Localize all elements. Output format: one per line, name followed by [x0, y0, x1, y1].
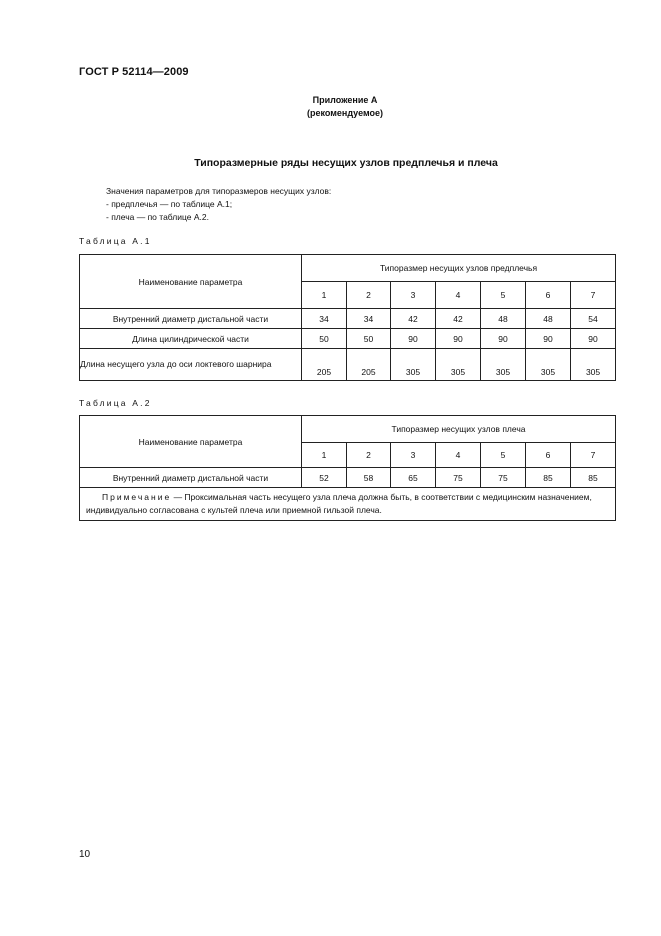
table-cell: 75 [481, 468, 526, 488]
table-cell: 48 [526, 309, 571, 329]
table-cell: 305 [571, 349, 616, 381]
table-note-row [80, 488, 616, 521]
table-cell: 52 [302, 468, 347, 488]
row-label: Длина несущего узла до оси локтевого шарнира [80, 349, 302, 381]
table-cell: 65 [391, 468, 436, 488]
param-header: Наименование параметра [80, 255, 302, 309]
table-cell: 75 [436, 468, 481, 488]
table-cell: 50 [302, 329, 347, 349]
table-forearm-sizes [79, 254, 616, 381]
table-cell: 90 [436, 329, 481, 349]
section-title: Типоразмерные ряды несущих узлов предплечья и плеча [194, 157, 498, 169]
size-header: 3 [391, 282, 436, 309]
table-cell: 48 [481, 309, 526, 329]
table-row [80, 309, 616, 329]
table-cell: 205 [302, 349, 347, 381]
table-row [80, 329, 616, 349]
table-cell: 42 [436, 309, 481, 329]
appendix-subtitle: (рекомендуемое) [307, 108, 383, 118]
table-cell: 305 [481, 349, 526, 381]
table-cell: 90 [526, 329, 571, 349]
size-group-header: Типоразмер несущих узлов предплечья [302, 255, 616, 282]
table-cell: 205 [347, 349, 391, 381]
table-note [80, 488, 616, 521]
table-cell: 305 [391, 349, 436, 381]
intro-item-shoulder: - плеча — по таблице А.2. [106, 212, 209, 222]
table1-caption: Таблица А.1 [79, 236, 152, 246]
table-cell: 90 [391, 329, 436, 349]
appendix-title: Приложение А [312, 95, 378, 105]
size-header: 4 [436, 282, 481, 309]
row-label: Длина цилиндрической части [80, 329, 302, 349]
size-header: 6 [526, 282, 571, 309]
table-cell: 90 [571, 329, 616, 349]
table-cell: 305 [526, 349, 571, 381]
size-header: 6 [526, 443, 571, 468]
table-cell: 85 [571, 468, 616, 488]
size-header: 5 [481, 282, 526, 309]
intro-text: Значения параметров для типоразмеров несущих узлов: [106, 186, 332, 196]
document-code: ГОСТ Р 52114—2009 [79, 66, 189, 78]
size-header: 3 [391, 443, 436, 468]
size-group-header: Типоразмер несущих узлов плеча [302, 416, 616, 443]
table-row [80, 468, 616, 488]
intro-item-forearm: - предплечья — по таблице А.1; [106, 199, 233, 209]
param-header: Наименование параметра [80, 416, 302, 468]
table2-caption: Таблица А.2 [79, 398, 152, 408]
note-text: — Проксимальная часть несущего узла плеча должна быть, в соответствии с медицинским назначением, индивидуально согласована с культей плеча или приемной гильзой плеча. [86, 492, 592, 515]
table-cell: 42 [391, 309, 436, 329]
table-row [80, 349, 616, 381]
table-cell: 90 [481, 329, 526, 349]
table-cell: 34 [347, 309, 391, 329]
table-cell: 34 [302, 309, 347, 329]
table-cell: 54 [571, 309, 616, 329]
row-label: Внутренний диаметр дистальной части [80, 309, 302, 329]
size-header: 1 [302, 443, 347, 468]
size-header: 4 [436, 443, 481, 468]
size-header: 1 [302, 282, 347, 309]
page-number: 10 [79, 849, 91, 860]
size-header: 7 [571, 282, 616, 309]
row-label: Внутренний диаметр дистальной части [80, 468, 302, 488]
table-cell: 58 [347, 468, 391, 488]
table-cell: 305 [436, 349, 481, 381]
size-header: 2 [347, 443, 391, 468]
table-shoulder-sizes [79, 415, 616, 521]
note-lead: Примечание [102, 492, 172, 502]
size-header: 5 [481, 443, 526, 468]
table-cell: 85 [526, 468, 571, 488]
size-header: 7 [571, 443, 616, 468]
size-header: 2 [347, 282, 391, 309]
table-cell: 50 [347, 329, 391, 349]
